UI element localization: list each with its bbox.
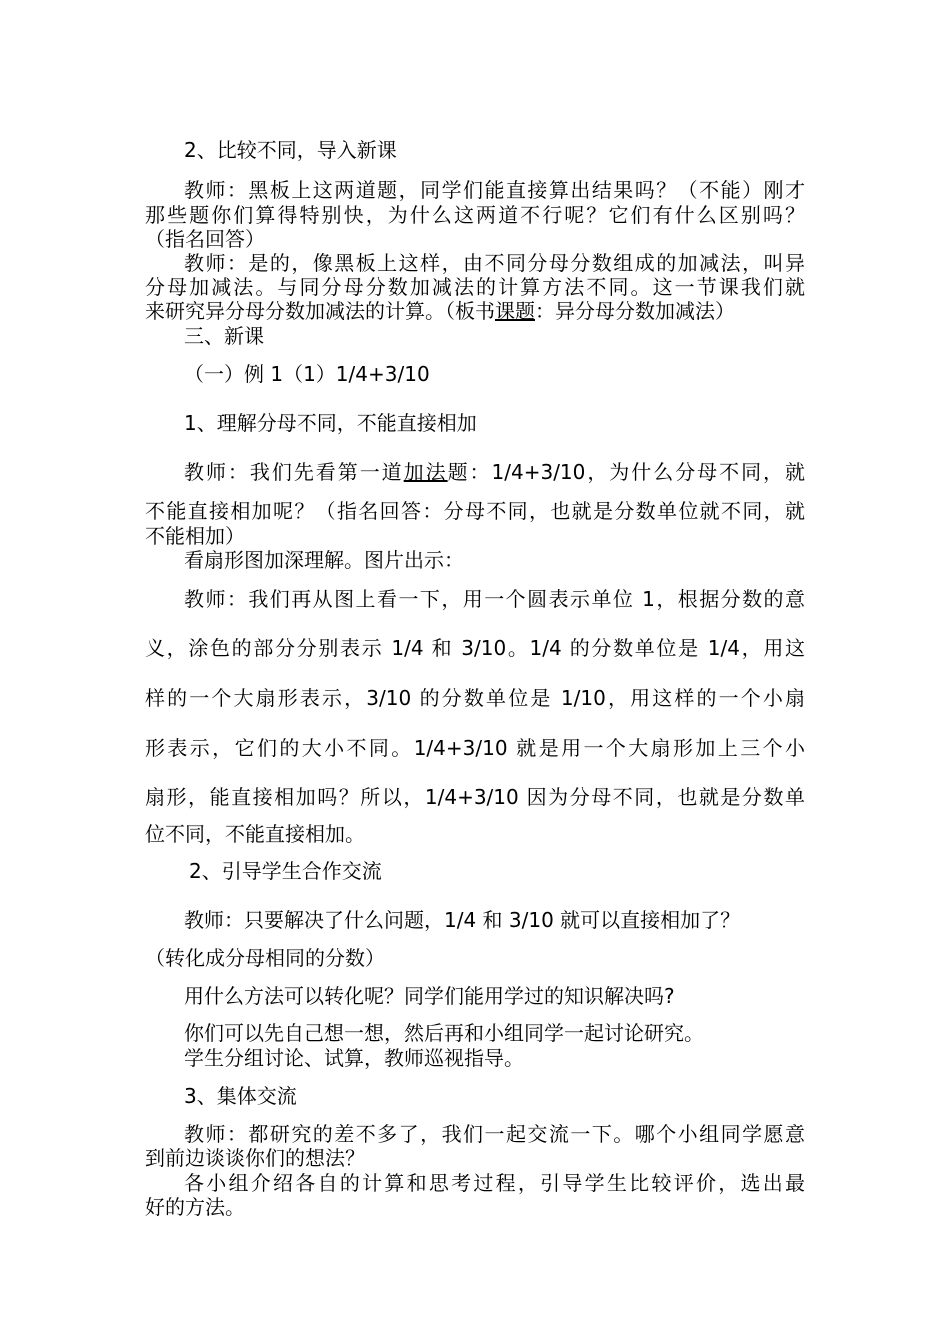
underlined-term: 加法: [403, 460, 448, 484]
paragraph-line: （转化成分母相同的分数）: [145, 946, 385, 970]
paragraph-line: 教师：我们再从图上看一下，用一个圆表示单位 1，根据分数的意: [184, 587, 805, 611]
section-heading: 三、新课: [184, 324, 264, 348]
paragraph-line: 教师：是的，像黑板上这样，由不同分母分数组成的加减法，叫异: [184, 251, 805, 275]
paragraph-line: 教师：我们先看第一道加法题：1/4+3/10，为什么分母不同，就: [184, 460, 806, 484]
paragraph-line: 样的一个大扇形表示，3/10 的分数单位是 1/10，用这样的一个小扇: [145, 686, 805, 710]
paragraph-line: 形表示，它们的大小不同。1/4+3/10 就是用一个大扇形加上三个小: [145, 736, 805, 760]
paragraph-line: 看扇形图加深理解。图片出示：: [184, 548, 464, 572]
paragraph-line: 好的方法。: [145, 1195, 245, 1219]
section-heading: 2、引导学生合作交流: [189, 859, 382, 883]
paragraph-line: 到前边谈谈你们的想法？: [145, 1146, 365, 1170]
paragraph-line: 那些题你们算得特别快，为什么这两道不行呢？它们有什么区别吗？: [145, 203, 805, 227]
paragraph-line: （指名回答）: [145, 227, 265, 251]
paragraph-line: 分母加减法。与同分母分数加减法的计算方法不同。这一节课我们就: [145, 275, 805, 299]
paragraph-line: 教师：都研究的差不多了，我们一起交流一下。哪个小组同学愿意: [184, 1122, 805, 1146]
paragraph-line: 用什么方法可以转化呢？同学们能用学过的知识解决吗?: [184, 984, 675, 1008]
paragraph-line: 不能直接相加呢？（指名回答：分母不同，也就是分数单位就不同，就: [145, 499, 805, 523]
paragraph-line: 教师：黑板上这两道题，同学们能直接算出结果吗？（不能）刚才: [184, 178, 805, 202]
paragraph-line: 位不同，不能直接相加。: [145, 822, 365, 846]
section-heading: 2、比较不同，导入新课: [184, 138, 397, 162]
section-heading: 3、集体交流: [184, 1084, 297, 1108]
paragraph-line: 来研究异分母分数加减法的计算。（板书课题：异分母分数加减法）: [145, 299, 735, 323]
example-heading: （一）例 1（1）1/4+3/10: [184, 362, 430, 386]
section-heading: 1、理解分母不同，不能直接相加: [184, 411, 477, 435]
paragraph-line: 不能相加）: [145, 524, 245, 548]
paragraph-line: 各小组介绍各自的计算和思考过程，引导学生比较评价，选出最: [184, 1171, 805, 1195]
paragraph-line: 扇形，能直接相加吗？所以，1/4+3/10 因为分母不同，也就是分数单: [145, 785, 805, 809]
paragraph-line: 义，涂色的部分分别表示 1/4 和 3/10。1/4 的分数单位是 1/4，用这: [145, 636, 805, 660]
paragraph-line: 学生分组讨论、试算，教师巡视指导。: [184, 1046, 524, 1070]
underlined-term: 课题: [495, 299, 535, 323]
paragraph-line: 教师：只要解决了什么问题，1/4 和 3/10 就可以直接相加了？: [184, 908, 741, 932]
paragraph-line: 你们可以先自己想一想，然后再和小组同学一起讨论研究。: [184, 1021, 704, 1045]
